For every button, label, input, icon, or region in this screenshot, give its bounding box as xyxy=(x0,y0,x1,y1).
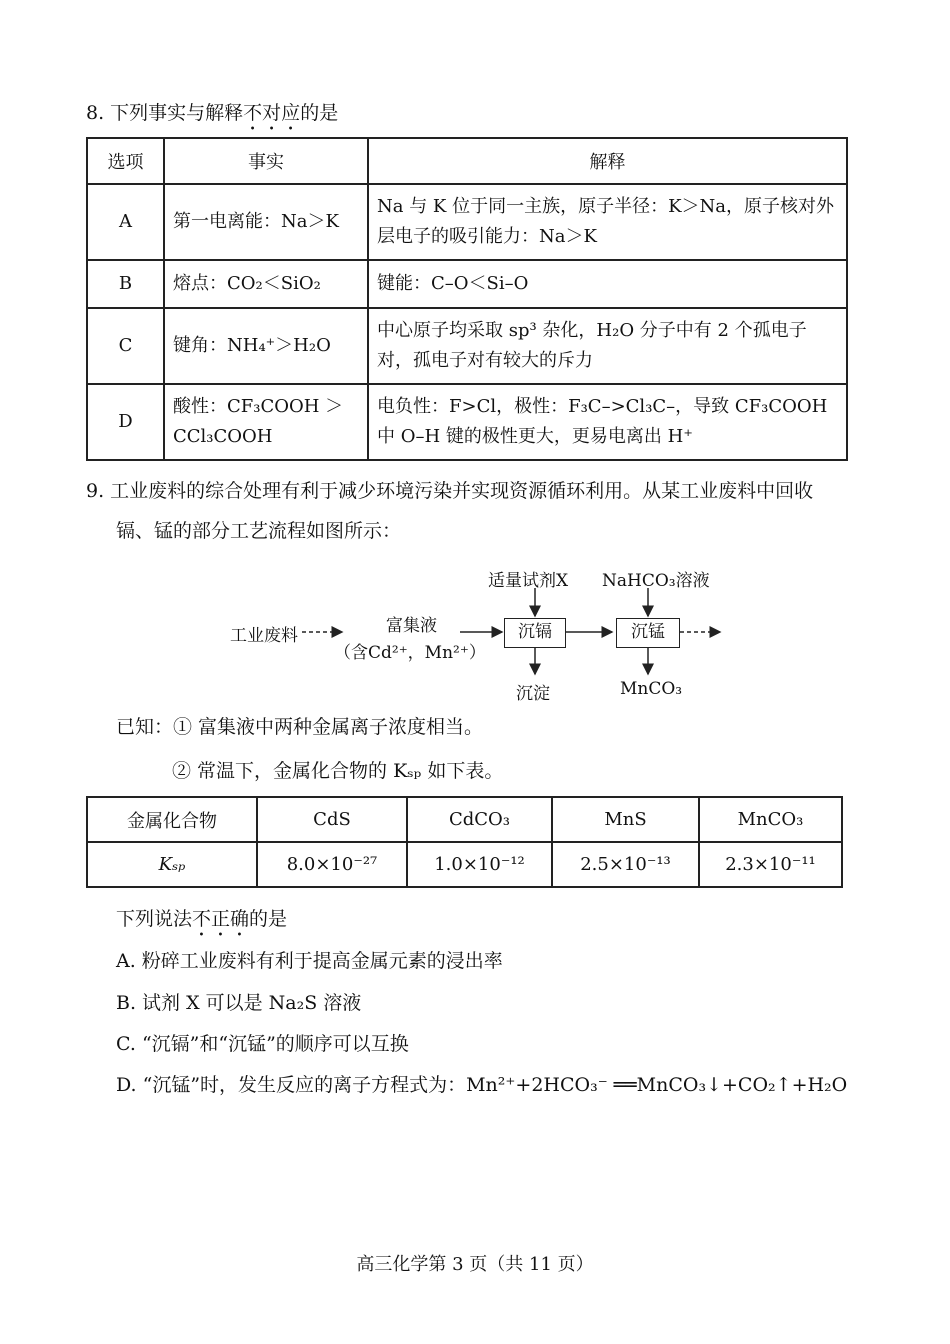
q9-ask xyxy=(116,904,287,941)
q9-option-c: C. “沉镉”和“沉锰”的顺序可以互换 xyxy=(116,1033,409,1055)
page-footer: 高三化学第 3 页（共 11 页） xyxy=(356,1254,594,1275)
q8-option-c: C xyxy=(87,308,164,384)
q8-fact-c: 键角：NH₄⁺＞H₂O xyxy=(164,308,368,384)
flow-nahco3: NaHCO₃溶液 xyxy=(602,571,710,591)
ksp-value-mns: 2.5×10⁻¹³ xyxy=(552,842,699,887)
flow-reagent-x: 适量试剂X xyxy=(488,571,569,591)
table-row xyxy=(87,308,847,384)
q9-ask-emphasis: 不正确 xyxy=(192,908,250,930)
q9-stem-line2: 镉、锰的部分工艺流程如图所示： xyxy=(116,520,402,542)
q8-fact-b: 熔点：CO₂＜SiO₂ xyxy=(164,260,368,308)
flow-box-cd-precipitation: 沉镉 xyxy=(504,618,566,648)
q8-fact-a: 第一电离能：Na＞K xyxy=(164,184,368,260)
q9-ask-text: 下列说法 xyxy=(116,908,193,930)
ksp-header-compound: 金属化合物 xyxy=(87,797,257,842)
ksp-header-mnco3: MnCO₃ xyxy=(699,797,842,842)
table-row xyxy=(87,384,847,460)
process-flow-diagram xyxy=(0,560,950,710)
q9-option-a: A. 粉碎工业废料有利于提高金属元素的浸出率 xyxy=(116,950,503,972)
q9-stem-line1: 9. 工业废料的综合处理有利于减少环境污染并实现资源循环利用。从某工业废料中回收 xyxy=(86,480,814,502)
q8-stem-end: 的是 xyxy=(300,102,339,124)
flow-mnco3: MnCO₃ xyxy=(620,679,683,699)
q8-fact-d: 酸性：CF₃COOH ＞ CCl₃COOH xyxy=(164,384,368,460)
q8-table-header xyxy=(87,138,847,184)
flow-rich-note: （含Cd²⁺，Mn²⁺） xyxy=(334,643,486,663)
table-row xyxy=(87,842,842,887)
ksp-table xyxy=(86,796,843,888)
q9-ask-end: 的是 xyxy=(249,908,288,930)
q8-option-a: A xyxy=(87,184,164,260)
ksp-header-cds: CdS xyxy=(257,797,407,842)
table-row xyxy=(87,184,847,260)
flow-box-mn-precipitation: 沉锰 xyxy=(616,618,680,648)
q8-expl-c: 中心原子均采取 sp³ 杂化，H₂O 分子中有 2 个孤电子对，孤电子对有较大的斥力 xyxy=(368,308,847,384)
q8-expl-a: Na 与 K 位于同一主族，原子半径：K＞Na，原子核对外层电子的吸引能力：Na＞K xyxy=(368,184,847,260)
q8-table xyxy=(86,137,848,461)
q9-option-b: B. 试剂 X 可以是 Na₂S 溶液 xyxy=(116,992,362,1014)
q8-option-b: B xyxy=(87,260,164,308)
q9-option-d: D. “沉锰”时，发生反应的离子方程式为：Mn²⁺+2HCO₃⁻ ══MnCO₃↓+CO₂↑+H₂O xyxy=(116,1074,848,1096)
table-row xyxy=(87,260,847,308)
flow-rich-liquid: 富集液 xyxy=(386,616,437,636)
q8-expl-d: 电负性：F>Cl，极性：F₃C–>Cl₃C–，导致 CF₃COOH 中 O–H 键的极性更大，更易电离出 H⁺ xyxy=(368,384,847,460)
q8-stem-text: 8. 下列事实与解释 xyxy=(86,102,244,124)
flow-arrows xyxy=(0,560,950,710)
ksp-value-cds: 8.0×10⁻²⁷ xyxy=(257,842,407,887)
q9-known-1: 已知：① 富集液中两种金属离子浓度相当。 xyxy=(116,716,484,738)
ksp-header-mns: MnS xyxy=(552,797,699,842)
q8-header-explanation: 解释 xyxy=(368,138,847,184)
ksp-value-mnco3: 2.3×10⁻¹¹ xyxy=(699,842,842,887)
flow-source: 工业废料 xyxy=(230,626,298,646)
ksp-header-cdco3: CdCO₃ xyxy=(407,797,552,842)
ksp-row-label: Kₛₚ xyxy=(87,842,257,887)
ksp-table-header xyxy=(87,797,842,842)
q8-option-d: D xyxy=(87,384,164,460)
q9-known-2: ② 常温下，金属化合物的 Kₛₚ 如下表。 xyxy=(172,760,504,782)
q8-header-option: 选项 xyxy=(87,138,164,184)
flow-precipitate: 沉淀 xyxy=(516,684,550,704)
ksp-value-cdco3: 1.0×10⁻¹² xyxy=(407,842,552,887)
q8-header-fact: 事实 xyxy=(164,138,368,184)
q8-stem-emphasis: 不对应 xyxy=(243,102,301,124)
q8-stem xyxy=(86,98,338,135)
q8-expl-b: 键能：C–O＜Si–O xyxy=(368,260,847,308)
